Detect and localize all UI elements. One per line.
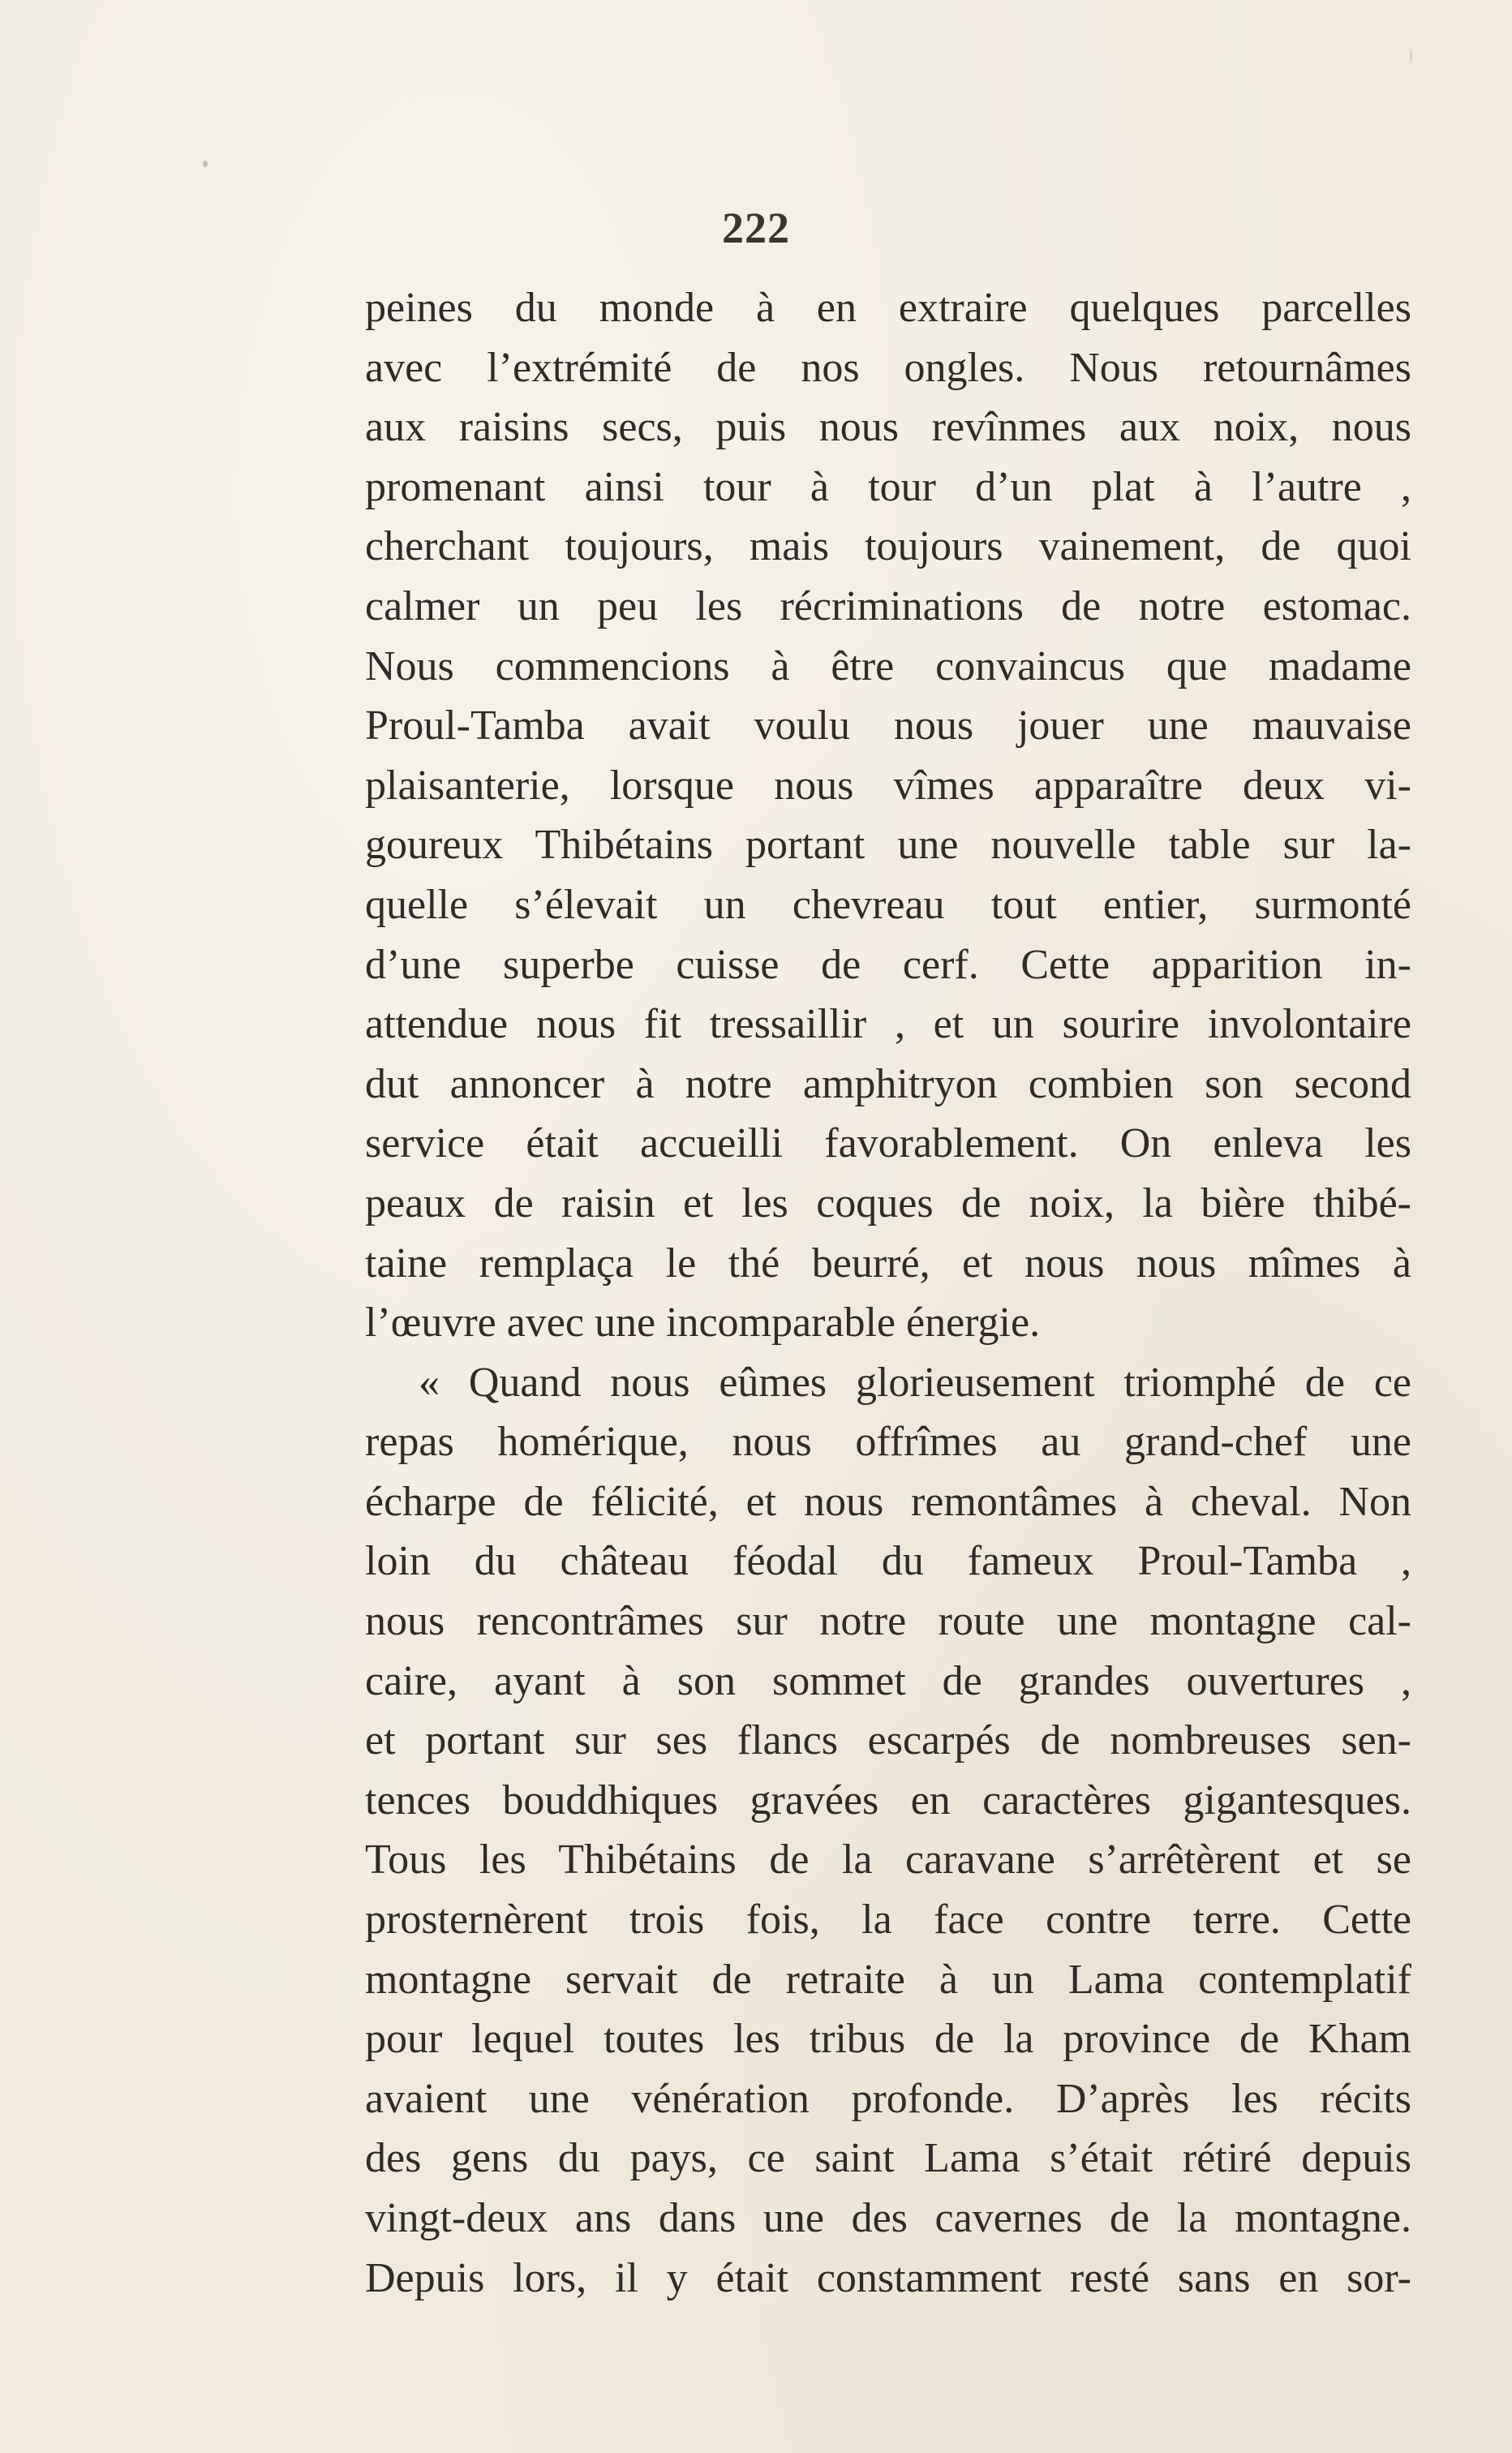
- text-line: montagne servait de retraite à un Lama contemplatif: [365, 1956, 1411, 2003]
- text-line: plaisanterie, lorsque nous vîmes apparaître deux vi-: [365, 762, 1411, 809]
- text-line: et portant sur ses flancs escarpés de nombreuses sen-: [365, 1717, 1411, 1764]
- page-number: 222: [722, 204, 790, 252]
- text-line: repas homérique, nous offrîmes au grand-chef une: [365, 1419, 1411, 1466]
- text-line: quelle s’élevait un chevreau tout entier, surmonté: [365, 881, 1411, 928]
- text-line: loin du château féodal du fameux Proul-Tamba ,: [365, 1538, 1411, 1585]
- text-line: goureux Thibétains portant une nouvelle table sur la-: [365, 822, 1411, 869]
- text-line: dut annoncer à notre amphitryon combien son second: [365, 1060, 1411, 1107]
- text-line: caire, ayant à son sommet de grandes ouvertures ,: [365, 1657, 1411, 1704]
- body-text: [365, 278, 1411, 2308]
- text-line: peaux de raisin et les coques de noix, la bière thibé-: [365, 1179, 1411, 1226]
- text-line: avec l’extrémité de nos ongles. Nous retournâmes: [365, 344, 1411, 391]
- text-line: promenant ainsi tour à tour d’un plat à l’autre ,: [365, 463, 1411, 510]
- text-line: vingt-deux ans dans une des cavernes de la montagne.: [365, 2195, 1411, 2241]
- text-line: Depuis lors, il y était constamment resté sans en sor-: [365, 2254, 1411, 2301]
- text-line: aux raisins secs, puis nous revînmes aux noix, nous: [365, 404, 1411, 451]
- text-line: attendue nous fit tressaillir , et un sourire involontaire: [365, 1001, 1411, 1048]
- text-line: tences bouddhiques gravées en caractères gigantesques.: [365, 1776, 1411, 1824]
- text-line: peines du monde à en extraire quelques parcelles: [365, 285, 1411, 331]
- text-line: d’une superbe cuisse de cerf. Cette apparition in-: [365, 941, 1411, 988]
- text-line: Proul-Tamba avait voulu nous jouer une mauvaise: [365, 702, 1411, 750]
- text-line: avaient une vénération profonde. D’après les récits: [365, 2075, 1411, 2122]
- text-line: écharpe de félicité, et nous remontâmes à cheval. Non: [365, 1478, 1411, 1525]
- text-line: Nous commencions à être convaincus que madame: [365, 642, 1411, 690]
- text-line: service était accueilli favorablement. On enleva les: [365, 1120, 1411, 1167]
- text-line: « Quand nous eûmes glorieusement triomphé de ce: [419, 1359, 1411, 1406]
- paper-speck: [203, 161, 208, 167]
- text-line: calmer un peu les récriminations de notre estomac.: [365, 582, 1411, 629]
- text-line: pour lequel toutes les tribus de la province de Kham: [365, 2016, 1411, 2063]
- text-line: Tous les Thibétains de la caravane s’arrêtèrent et se: [365, 1837, 1411, 1884]
- text-line: des gens du pays, ce saint Lama s’était rétiré depuis: [365, 2135, 1411, 2182]
- text-line: cherchant toujours, mais toujours vainement, de quoi: [365, 523, 1411, 570]
- paper-speck: [1410, 49, 1412, 63]
- text-line: prosternèrent trois fois, la face contre terre. Cette: [365, 1897, 1411, 1944]
- text-line: l’œuvre avec une incomparable énergie.: [365, 1300, 1041, 1347]
- text-line: taine remplaça le thé beurré, et nous nous mîmes à: [365, 1239, 1411, 1287]
- text-line: nous rencontrâmes sur notre route une montagne cal-: [365, 1598, 1411, 1645]
